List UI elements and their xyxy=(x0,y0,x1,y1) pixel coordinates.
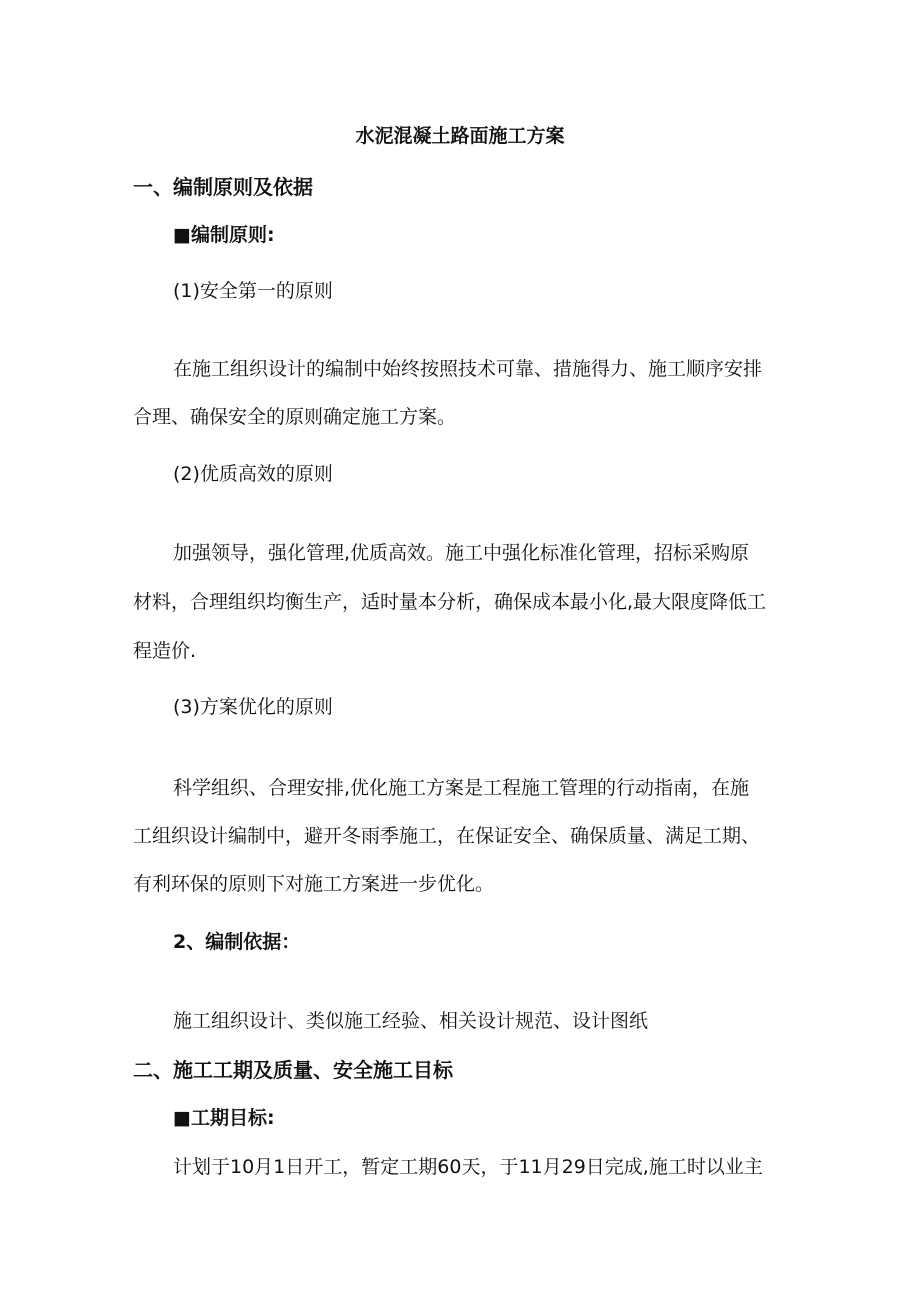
paragraph-line: 工组织设计编制中，避开冬雨季施工，在保证安全、确保质量、满足工期、 xyxy=(133,825,761,847)
document-title: 水泥混凝土路面施工方案 xyxy=(355,125,565,147)
paragraph-line: 程造价. xyxy=(133,640,197,662)
principle-3-title: (3)方案优化的原则 xyxy=(173,696,333,718)
schedule-text: 计划于10月1日开工，暂定工期60天，于11月29日完成,施工时以业主 xyxy=(173,1156,763,1178)
paragraph-line: 加强领导，强化管理,优质高效。施工中强化标准化管理，招标采购原 xyxy=(173,542,750,564)
principle-1-title: (1)安全第一的原则 xyxy=(173,280,333,302)
basis-heading: 2、编制依据： xyxy=(173,931,301,953)
schedule-heading: ■工期目标: xyxy=(173,1107,275,1129)
section-2-heading: 二、施工工期及质量、安全施工目标 xyxy=(133,1058,453,1082)
section-1-heading: 一、编制原则及依据 xyxy=(133,175,313,199)
paragraph-line: 在施工组织设计的编制中始终按照技术可靠、措施得力、施工顺序安排 xyxy=(173,358,763,380)
paragraph-line: 科学组织、合理安排,优化施工方案是工程施工管理的行动指南，在施 xyxy=(173,777,750,799)
paragraph-line: 有利环保的原则下对施工方案进一步优化。 xyxy=(133,873,495,895)
principles-heading: ■编制原则: xyxy=(173,224,275,246)
principle-2-title: (2)优质高效的原则 xyxy=(173,463,333,485)
paragraph-line: 合理、确保安全的原则确定施工方案。 xyxy=(133,406,457,428)
basis-text: 施工组织设计、类似施工经验、相关设计规范、设计图纸 xyxy=(173,1010,649,1032)
paragraph-line: 材料，合理组织均衡生产，适时量本分析，确保成本最小化,最大限度降低工 xyxy=(133,591,767,613)
